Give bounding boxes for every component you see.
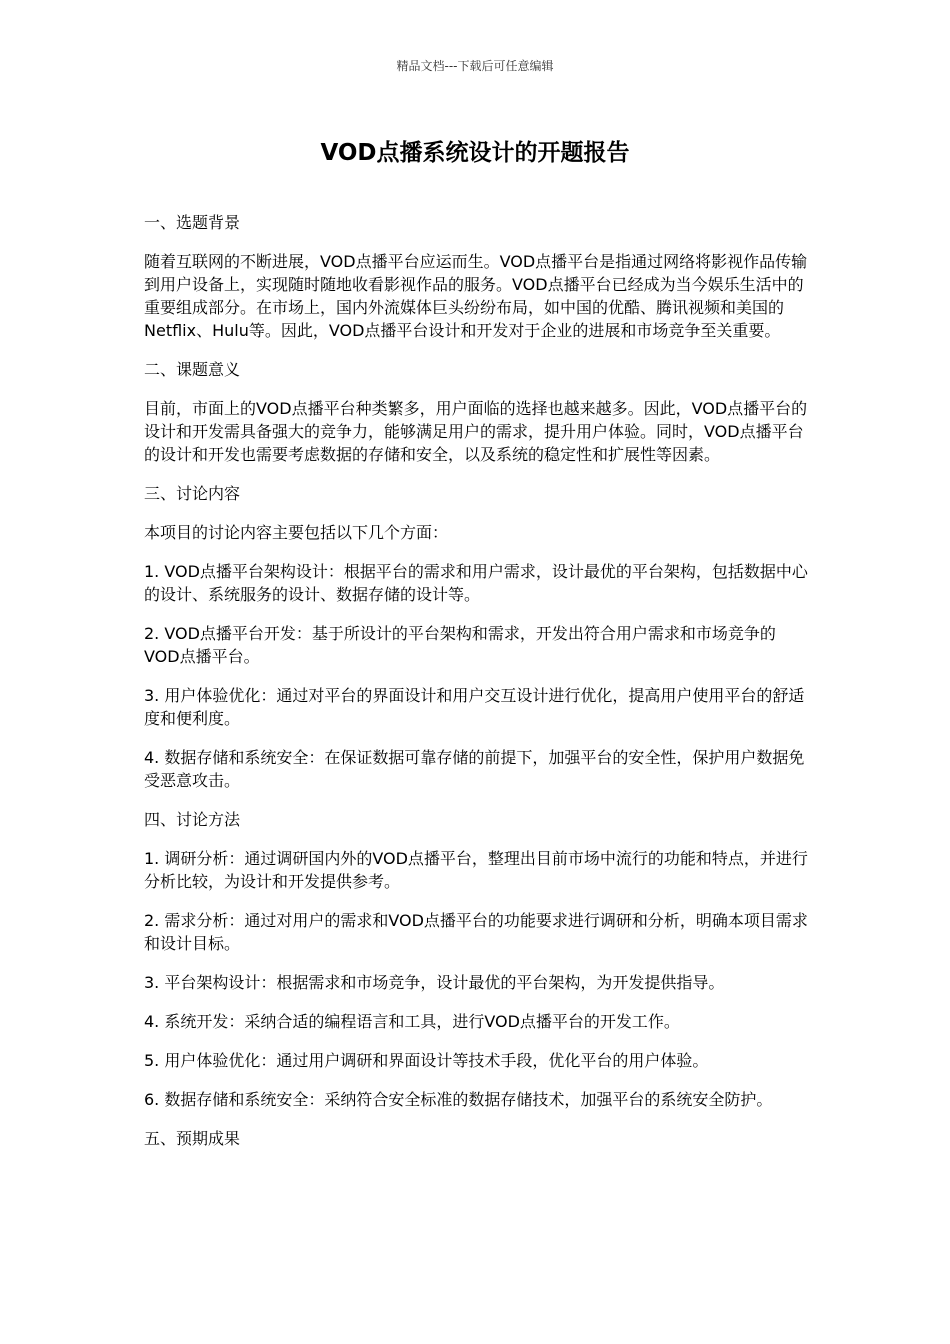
section-heading-method: 四、讨论方法 [144, 810, 241, 829]
section-heading-content: 三、讨论内容 [144, 484, 241, 503]
list-item: 5. 用户体验优化：通过用户调研和界面设计等技术手段，优化平台的用户体验。 [144, 1051, 709, 1070]
document-body [144, 211, 810, 1166]
list-item: 3. 平台架构设计：根据需求和市场竞争，设计最优的平台架构，为开发提供指导。 [144, 973, 725, 992]
section-heading-results: 五、预期成果 [144, 1129, 241, 1148]
list-item: 3. 用户体验优化：通过对平台的界面设计和用户交互设计进行优化，提高用户使用平台的舒适度和便利度。 [144, 686, 805, 728]
list-item: 4. 系统开发：采纳合适的编程语言和工具，进行VOD点播平台的开发工作。 [144, 1012, 680, 1031]
list-item: 2. 需求分析：通过对用户的需求和VOD点播平台的功能要求进行调研和分析，明确本项目需求和设计目标。 [144, 911, 808, 953]
list-item: 6. 数据存储和系统安全：采纳符合安全标准的数据存储技术，加强平台的系统安全防护。 [144, 1090, 773, 1109]
paragraph: 目前，市面上的VOD点播平台种类繁多，用户面临的选择也越来越多。因此，VOD点播平台的设计和开发需具备强大的竞争力，能够满足用户的需求，提升用户体验。同时，VOD点播平台的设计和开发也需要考虑数据的存储和安全，以及系统的稳定性和扩展性等因素。 [144, 399, 808, 464]
list-item: 1. 调研分析：通过调研国内外的VOD点播平台，整理出目前市场中流行的功能和特点，并进行分析比较，为设计和开发提供参考。 [144, 849, 808, 891]
paragraph: 本项目的讨论内容主要包括以下几个方面： [144, 523, 449, 542]
document-title: VOD点播系统设计的开题报告 [320, 140, 630, 166]
list-item: 1. VOD点播平台架构设计：根据平台的需求和用户需求，设计最优的平台架构，包括数据中心的设计、系统服务的设计、数据存储的设计等。 [144, 562, 808, 604]
section-heading-background: 一、选题背景 [144, 213, 241, 232]
section-heading-significance: 二、课题意义 [144, 360, 241, 379]
paragraph: 随着互联网的不断进展，VOD点播平台应运而生。VOD点播平台是指通过网络将影视作品传输到用户设备上，实现随时随地收看影视作品的服务。VOD点播平台已经成为当今娱乐生活中的重要组成部分。在市场上，国内外流媒体巨头纷纷布局，如中国的优酷、腾讯视频和美国的Netflix、Hulu等。因此，VOD点播平台设计和开发对于企业的进展和市场竞争至关重要。 [144, 252, 808, 340]
page-header: 精品文档---下载后可任意编辑 [396, 59, 554, 73]
list-item: 2. VOD点播平台开发：基于所设计的平台架构和需求，开发出符合用户需求和市场竞争的VOD点播平台。 [144, 624, 776, 666]
list-item: 4. 数据存储和系统安全：在保证数据可靠存储的前提下，加强平台的安全性，保护用户数据免受恶意攻击。 [144, 748, 805, 790]
